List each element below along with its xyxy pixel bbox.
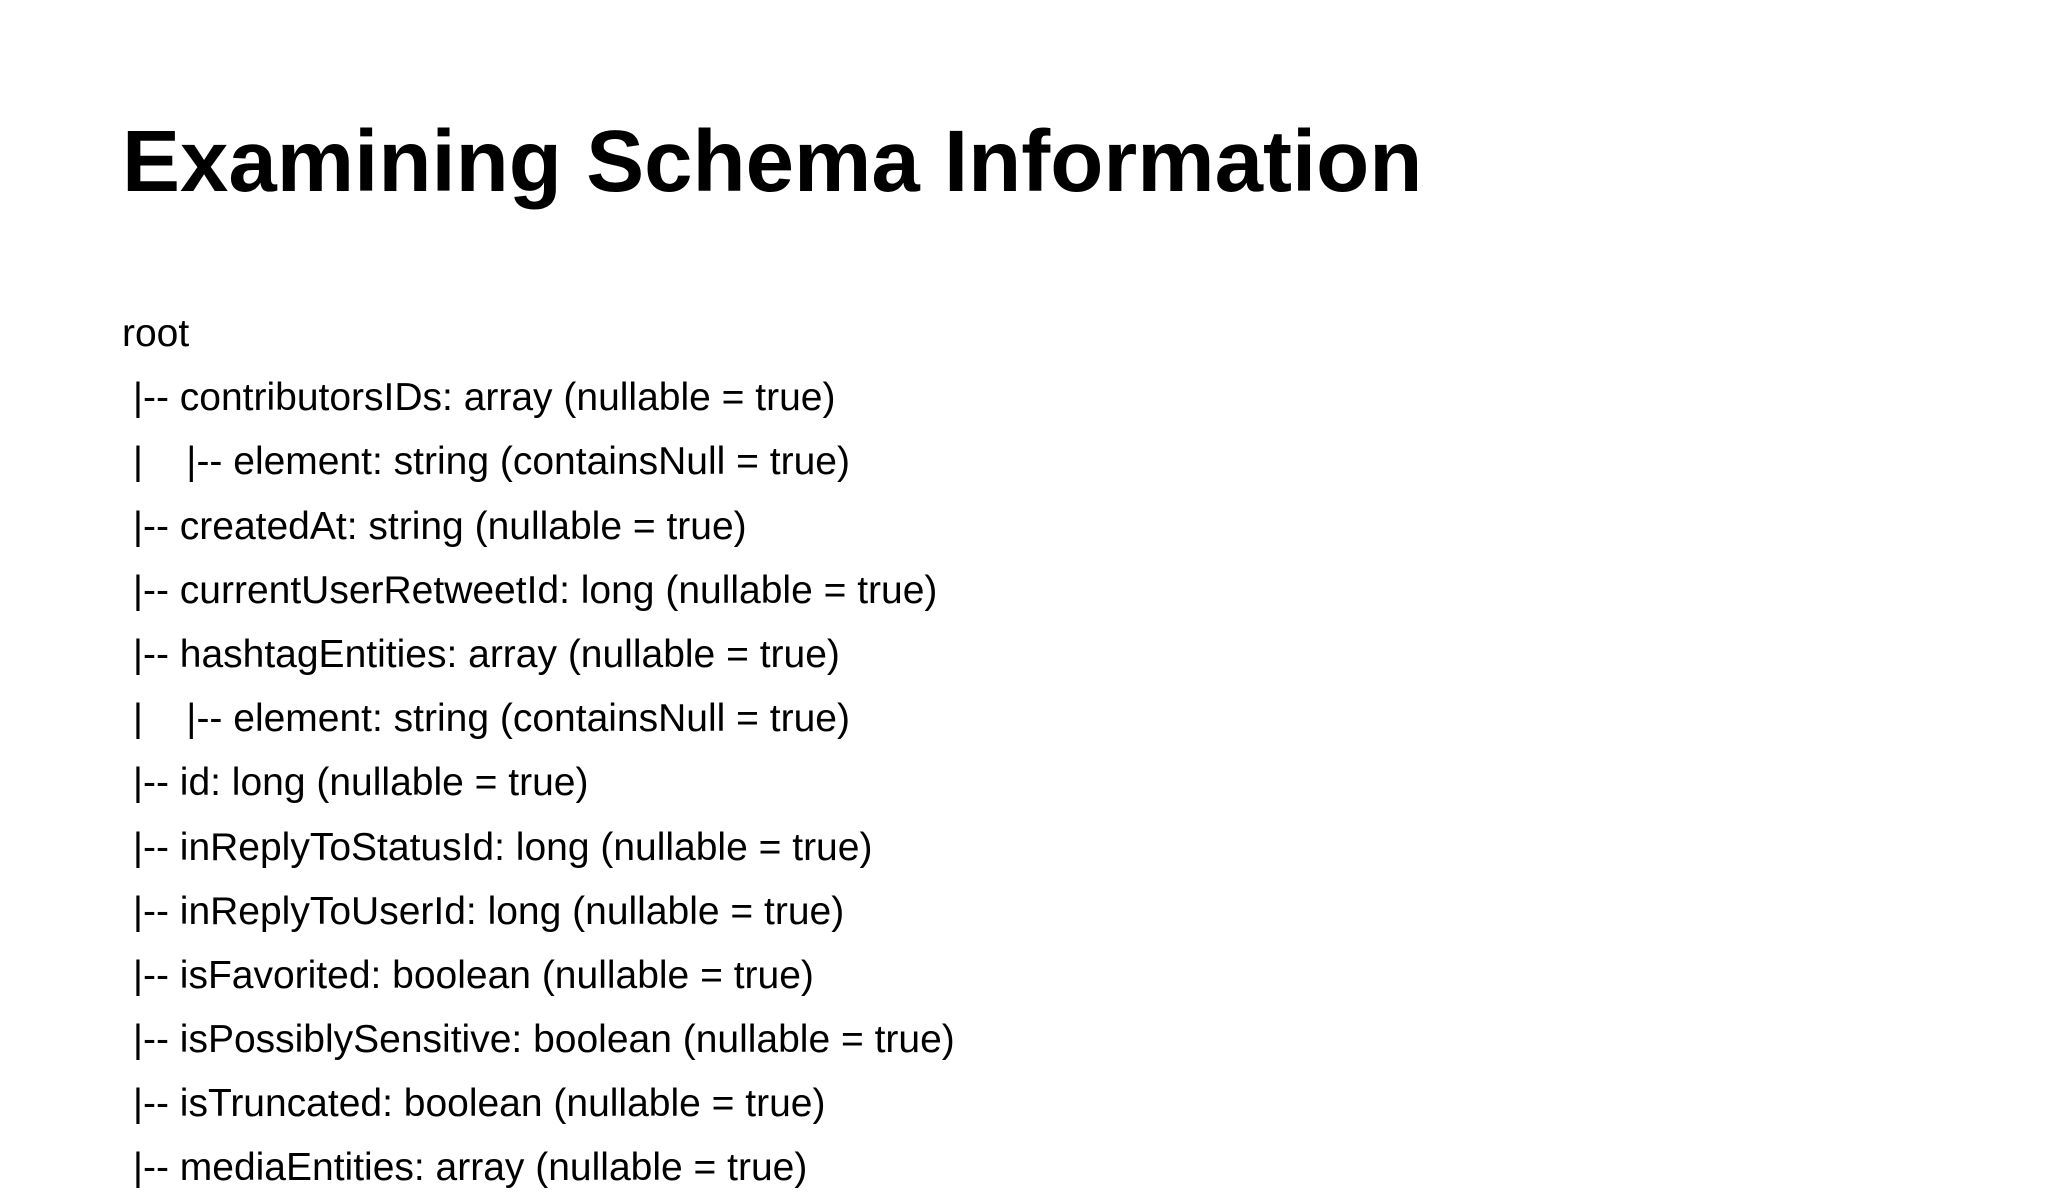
schema-line: |-- isFavorited: boolean (nullable = true) — [122, 953, 814, 997]
schema-line: |-- mediaEntities: array (nullable = true) — [122, 1146, 808, 1190]
schema-line: |-- isPossiblySensitive: boolean (nullable = true) — [122, 1018, 955, 1062]
schema-line: |-- contributorsIDs: array (nullable = true) — [122, 376, 836, 420]
schema-line: |-- isTruncated: boolean (nullable = true) — [122, 1082, 826, 1126]
schema-line: |-- id: long (nullable = true) — [122, 761, 589, 805]
slide-title: Examining Schema Information — [122, 113, 1423, 210]
schema-root: root — [122, 312, 190, 355]
schema-line: |-- currentUserRetweetId: long (nullable = true) — [122, 568, 938, 612]
schema-line: |-- createdAt: string (nullable = true) — [122, 504, 747, 548]
schema-line: |-- inReplyToUserId: long (nullable = true) — [122, 889, 845, 933]
schema-line: |-- inReplyToStatusId: long (nullable = true) — [122, 825, 873, 869]
schema-line: |-- hashtagEntities: array (nullable = true) — [122, 632, 840, 676]
schema-line: | |-- element: string (containsNull = true) — [122, 697, 850, 741]
schema-tree — [122, 302, 955, 1201]
schema-line: | |-- element: string (containsNull = true) — [122, 440, 850, 484]
